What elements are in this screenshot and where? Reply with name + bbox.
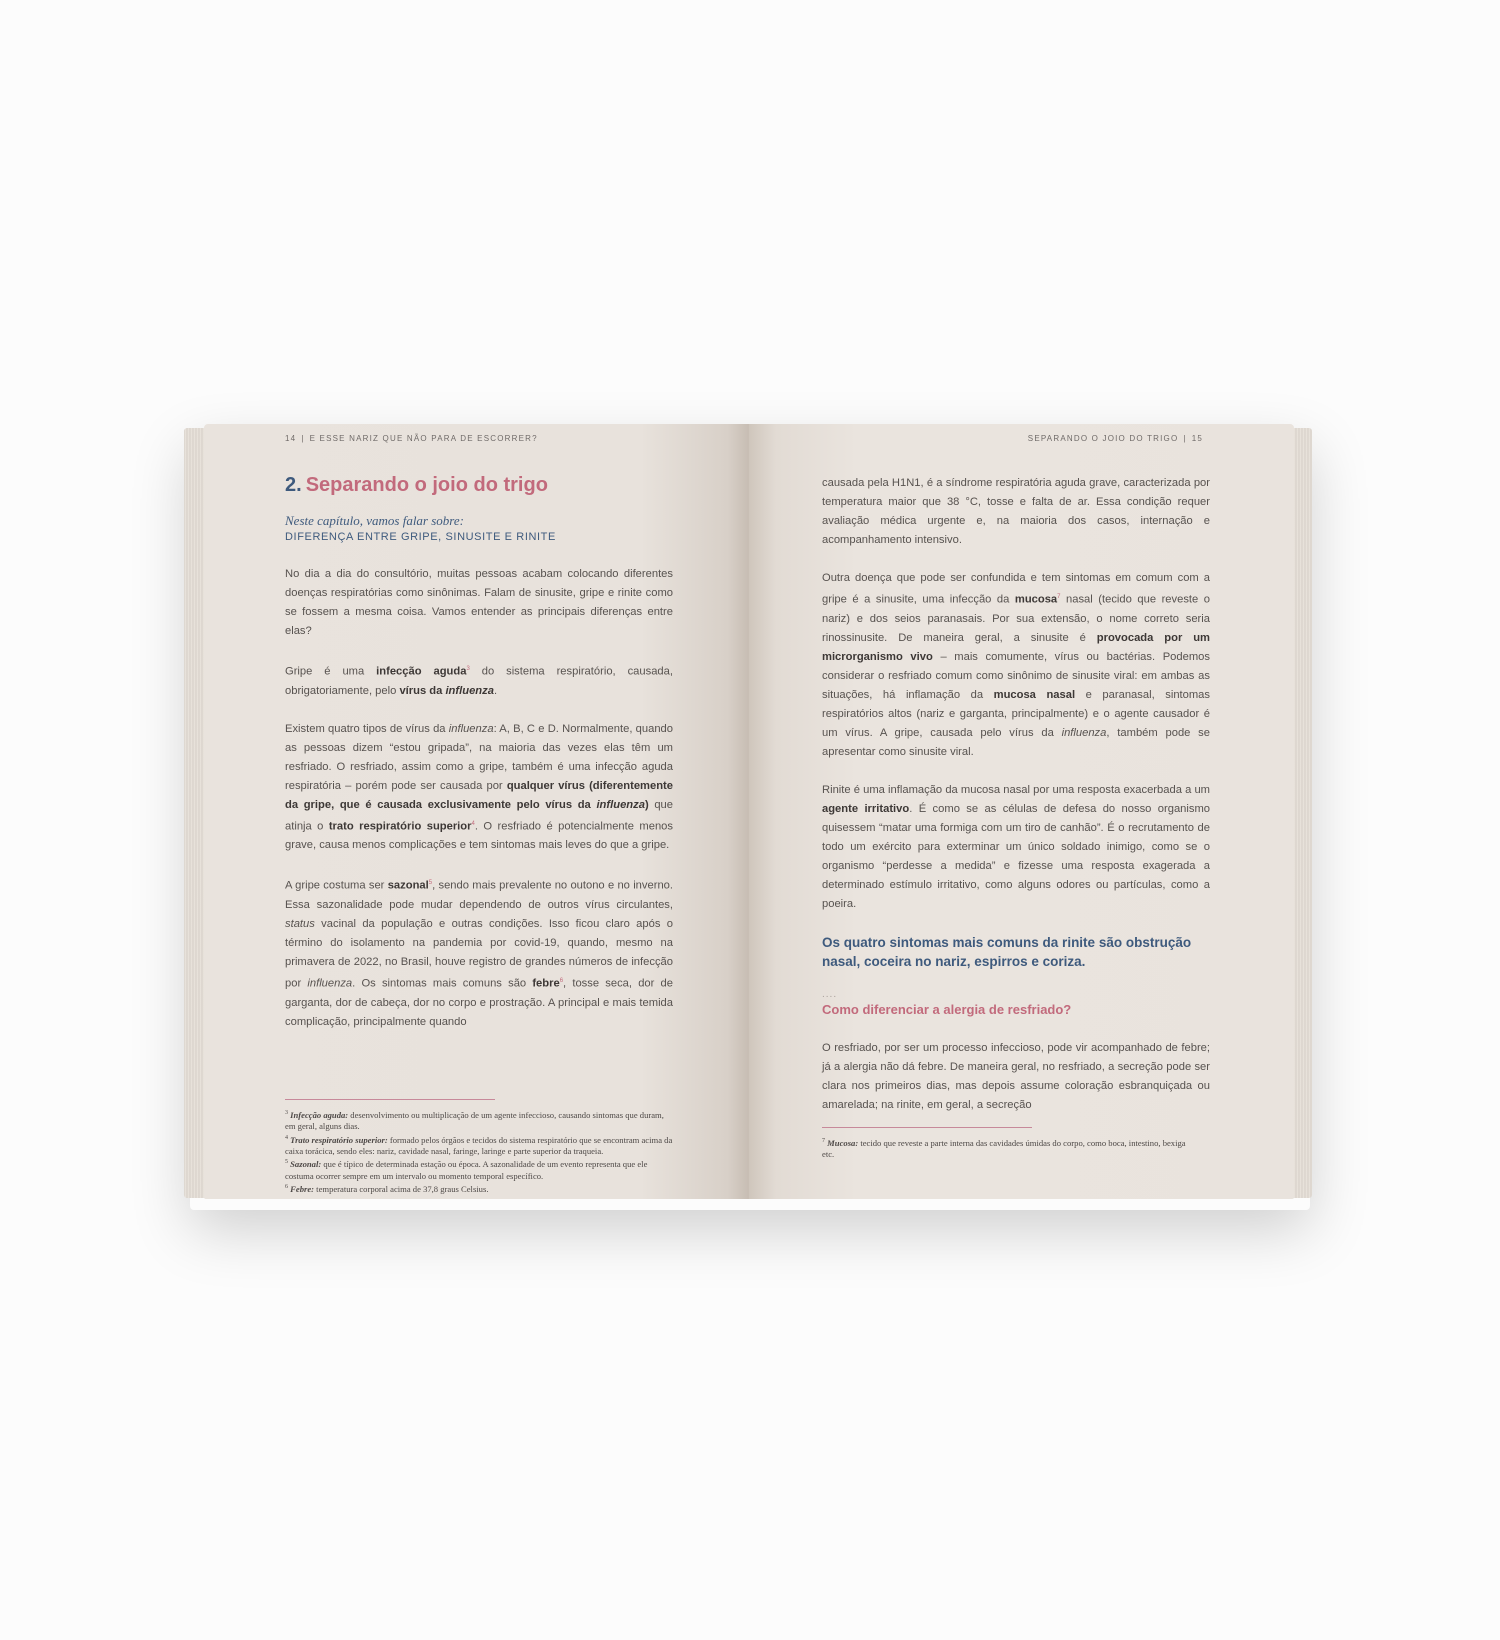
chapter-running-title: SEPARANDO O JOIO DO TRIGO <box>1027 434 1179 443</box>
footnotes-left <box>285 1108 675 1195</box>
bold-term: agente irritativo <box>822 802 910 815</box>
footnote: $^4$ Trato respiratório superior: formado pelos órgãos e tecidos do sistema respiratório que se encontram acima da caixa torácica, sendo eles: nariz, cavidade nasal, faringe, laringe e parte superior da traqueia. <box>285 1134 673 1156</box>
callout-highlight: Os quatro sintomas mais comuns da rinite são obstrução nasal, coceira no nariz, espirros e coriza. <box>822 934 1192 969</box>
section-dots: .... <box>822 988 838 1000</box>
intro-label: Neste capítulo, vamos falar sobre: <box>285 513 464 528</box>
footnote-ref[interactable]: 5 <box>428 880 433 887</box>
paragraph: Existem quatro tipos de vírus da influenza: A, B, C e D. Normalmente, quando as pessoas dizem “estou gripada”, na maioria das vezes elas têm um resfriado. O resfriado, assim como a gripe, também é uma infecção aguda respiratória – porém pode ser causada por qualquer vírus (diferentemente da gripe, que é causada exclusivamente pelo vírus da influenza) que atinja o trato respiratório superior$^4$. O resfriado é potencialmente menos grave, causa menos complicações e tem sintomas mais leves do que a gripe. <box>285 722 674 852</box>
running-head-right: SEPARANDO O JOIO DO TRIGO | 15 <box>1027 434 1203 443</box>
paragraph: O resfriado, por ser um processo infeccioso, pode vir acompanhado de febre; já a alergia não dá febre. De maneira geral, no resfriado, a secreção pode ser clara nos primeiros dias, mas depois assume coloração esbranquiçada ou amarelada; na rinite, em geral, a secreção <box>822 1041 1210 1111</box>
footnotes-right <box>822 1136 1192 1161</box>
footnote: $^5$ Sazonal: que é típico de determinada estação ou época. A sazonalidade de um evento representa que ele costuma ocorrer sempre em um intervalo ou momento temporal específico. <box>285 1159 648 1181</box>
bold-term: infecção aguda <box>376 665 467 678</box>
footnote-divider <box>285 1099 495 1100</box>
left-text-column <box>285 474 673 1051</box>
paragraph: A gripe costuma ser sazonal$^5$, sendo mais prevalente no outono e no inverno. Essa sazonalidade pode mudar dependendo de outros vírus circulantes, status vacinal da população e outras condições. Isso ficou claro após o término do isolamento na pandemia por covid-19, quando, mesmo na primavera de 2022, no Brasil, houve registro de grandes números de infecção por influenza. Os sintomas mais comuns são febre$^6$, tosse seca, dor de garganta, dor de cabeça, dor no corpo e prostração. A principal e mais temida complicação, principalmente quando <box>285 880 674 1028</box>
bold-term: qualquer vírus (diferentemente da gripe, que é causada exclusivamente pelo vírus da influenza) <box>285 779 674 811</box>
section-subheading: Como diferenciar a alergia de resfriado? <box>822 1001 1072 1017</box>
paragraph: Outra doença que pode ser confundida e tem sintomas em comum com a gripe é a sinusite, uma infecção da mucosa$^7$ nasal (tecido que reveste o nariz) e dos seios paranasais. Por sua extensão, o nome correto seria rinossinusite. De maneira geral, a sinusite é provocada por um microrganismo vivo – mais comumente, vírus ou bactérias. Podemos considerar o resfriado comum como sinônimo de sinusite viral: em ambas as situações, há inflamação da mucosa nasal e paranasal, sintomas respiratórios altos (nariz e garganta, principalmente) e o agente causador é um vírus. A gripe, causada pelo vírus da influenza, também pode se apresentar como sinusite viral. <box>822 572 1211 758</box>
bold-term: mucosa <box>1014 593 1058 606</box>
footnote: $^3$ Infecção aguda: desenvolvimento ou multiplicação de um agente infeccioso, causando sintomas que duram, em geral, alguns dias. <box>285 1109 664 1132</box>
bold-term: febre <box>532 977 560 990</box>
page-number: 14 <box>285 434 297 443</box>
chapter-title <box>285 474 673 497</box>
bold-term: trato respiratório superior <box>328 820 472 833</box>
footnote-ref[interactable]: 3 <box>466 666 470 672</box>
paragraph: Rinite é uma inflamação da mucosa nasal por uma resposta exacerbada a um agente irritativo. É como se as células de defesa do nosso organismo quisessem “matar uma formiga com um tiro de canhão”. É o recrutamento de todo um exército para exterminar um único soldado inimigo, como se o organismo “perdesse a medida” e fizesse uma resposta exagerada a determinado estímulo irritativo, como alguns odores ou partículas, como a poeira. <box>822 783 1211 910</box>
book-title: E ESSE NARIZ QUE NÃO PARA DE ESCORRER? <box>309 434 538 443</box>
bold-term: vírus da influenza <box>399 684 494 697</box>
paragraph: Gripe é uma infecção aguda$^3$ do sistema respiratório, causada, obrigatoriamente, pelo vírus da influenza. <box>285 665 673 697</box>
paragraph: causada pela H1N1, é a síndrome respiratória aguda grave, caracterizada por temperatura maior que 38 °C, tosse e falta de ar. Essa condição requer avaliação médica urgente e, na maioria dos casos, internação e acompanhamento intensivo. <box>822 477 1210 546</box>
chapter-title-text: Separando o joio do trigo <box>305 474 548 496</box>
footnote-divider <box>822 1127 1032 1128</box>
right-text-column <box>822 474 1210 1134</box>
footnote-ref[interactable]: 6 <box>559 978 564 985</box>
footnote: $^7$ Mucosa: tecido que reveste a parte interna das cavidades úmidas do corpo, como boca, intestino, bexiga etc. <box>822 1137 1186 1160</box>
right-page <box>749 424 1294 1199</box>
page-number: 15 <box>1191 434 1203 443</box>
footnote: $^6$ Febre: temperatura corporal acima de 37,8 graus Celsius. <box>285 1183 489 1194</box>
footnote-ref[interactable]: 4 <box>471 820 475 827</box>
intro-topic: DIFERENÇA ENTRE GRIPE, SINUSITE E RINITE <box>285 531 556 543</box>
bold-term: mucosa nasal <box>993 688 1076 701</box>
left-page <box>204 424 749 1199</box>
running-head-left: 14 | E ESSE NARIZ QUE NÃO PARA DE ESCORRER? <box>285 434 538 443</box>
paragraph: No dia a dia do consultório, muitas pessoas acabam colocando diferentes doenças respiratórias como sinônimas. Falam de sinusite, gripe e rinite como se fossem a mesma coisa. Vamos entender as principais diferenças entre elas? <box>285 568 673 637</box>
footnote-ref[interactable]: 7 <box>1057 594 1061 600</box>
page-stack-left <box>184 428 206 1198</box>
chapter-number: 2. <box>285 474 302 496</box>
bold-term: sazonal <box>387 880 429 893</box>
bold-term: provocada por um microrganismo vivo <box>822 631 1210 663</box>
